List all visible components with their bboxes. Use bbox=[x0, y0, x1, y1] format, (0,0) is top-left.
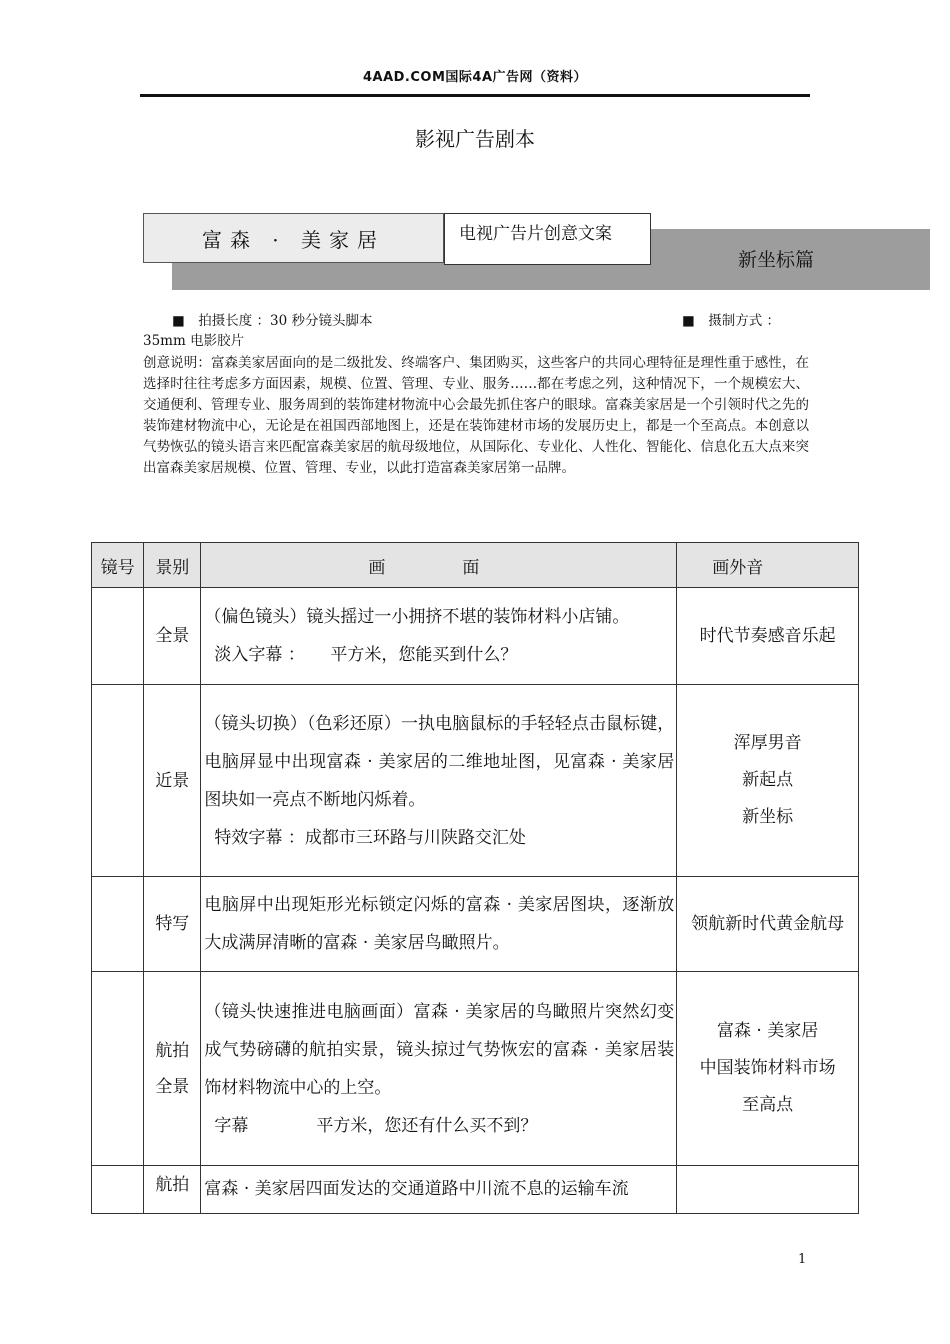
scene-text: 全景 bbox=[155, 1076, 190, 1097]
table-row bbox=[92, 685, 859, 877]
table-header-row bbox=[92, 543, 859, 588]
header-shot-number: 镜号 bbox=[92, 543, 144, 588]
creative-concept: 创意说明：富森美家居面向的是二级批发、终端客户、集团购买，这些客户的共同心理特征是理性重于感性，在选择时往往考虑多方面因素，规模、位置、管理、专业、服务……都在考虑之列，这种情况下，一个规模宏大、交通便利、管理专业、服务周到的装饰建材物流中心会最先抓住客户的眼球。富森美家居是一个引领时代之先的装饰建材物流中心，无论是在祖国西部地图上，还是在装饰建材市场的发展历史上，都是一个至高点。本创意以气势恢弘的镜头语言来匹配富森美家居的航母级地位，从国际化、专业化、人性化、智能化、信息化五大点来突出富森美家居规模、位置、管理、专业，以此打造富森美家居第一品牌。 bbox=[143, 355, 809, 476]
shot-number-cell bbox=[92, 588, 144, 685]
storyboard-table bbox=[91, 542, 859, 1214]
frame-text: 电脑屏中出现矩形光标锁定闪烁的富森 · 美家居图块，逐渐放大成满屏清晰的富森 · 美家居鸟瞰照片。 bbox=[204, 895, 675, 953]
page-number: 1 bbox=[798, 1252, 807, 1267]
frame-text: 富森 · 美家居四面发达的交通道路中川流不息的运输车流 bbox=[204, 1179, 629, 1199]
brand-title-box: 富森 · 美家居 bbox=[143, 213, 444, 263]
voiceover-text: 富森 · 美家居 bbox=[717, 1021, 819, 1041]
shooting-length: ■ 拍摄长度 ：30 秒分镜头脚本 bbox=[172, 313, 373, 329]
scene-cell bbox=[144, 877, 201, 972]
scene-cell bbox=[144, 588, 201, 685]
frame-text: （偏色镜头）镜头摇过一小拥挤不堪的装饰材料小店铺。 bbox=[204, 607, 630, 627]
header-voiceover: 画外音 bbox=[677, 543, 859, 588]
header-scene: 景别 bbox=[144, 543, 201, 588]
shot-number-cell bbox=[92, 1166, 144, 1214]
table-row bbox=[92, 1166, 859, 1214]
shot-number-cell bbox=[92, 685, 144, 877]
header-rule bbox=[140, 94, 810, 97]
table-row bbox=[92, 588, 859, 685]
header-frame: 画 面 bbox=[201, 543, 677, 588]
voiceover-cell bbox=[677, 1166, 859, 1214]
frame-cell bbox=[201, 1166, 677, 1214]
frame-caption: 特效字幕 ：成都市三环路与川陕路交汇处 bbox=[214, 827, 526, 848]
scene-text: 特写 bbox=[155, 914, 190, 934]
scene-text: 近景 bbox=[155, 770, 190, 791]
film-format: 35mm 电影胶片 bbox=[143, 333, 245, 349]
document-title: 影视广告剧本 bbox=[415, 127, 535, 151]
voiceover-cell bbox=[677, 877, 859, 972]
voiceover-text: 领航新时代黄金航母 bbox=[691, 913, 845, 934]
production-method: ■ 摄制方式 ： bbox=[682, 313, 781, 329]
scene-cell bbox=[144, 1166, 201, 1214]
frame-text: （镜头切换）（色彩还原）一执电脑鼠标的手轻轻点击鼠标键，电脑屏显中出现富森 · 美家居的二维地址图，见富森 · 美家居图块如一亮点不断地闪烁着。 bbox=[204, 713, 675, 810]
frame-text: （镜头快速推进电脑画面）富森 · 美家居的鸟瞰照片突然幻变成气势磅礴的航拍实景，镜头掠过气势恢宏的富森 · 美家居装饰材料物流中心的上空。 bbox=[204, 1001, 675, 1098]
scene-cell bbox=[144, 685, 201, 877]
voiceover-text: 浑厚男音 bbox=[733, 733, 802, 753]
voiceover-text: 中国装饰材料市场 bbox=[699, 1058, 836, 1078]
voiceover-text: 新坐标 bbox=[742, 807, 794, 827]
scene-text: 航拍 bbox=[155, 1040, 190, 1061]
frame-cell bbox=[201, 685, 677, 877]
ad-type-box: 电视广告片创意文案 bbox=[444, 213, 651, 265]
frame-cell bbox=[201, 588, 677, 685]
voiceover-cell bbox=[677, 685, 859, 877]
voiceover-text: 新起点 bbox=[742, 770, 794, 790]
frame-cell bbox=[201, 972, 677, 1166]
table-row bbox=[92, 877, 859, 972]
frame-caption: 淡入字幕 ： 平方米，您能买到什么？ bbox=[214, 645, 518, 665]
shot-number-cell bbox=[92, 972, 144, 1166]
voiceover-text: 至高点 bbox=[742, 1095, 794, 1115]
table-row bbox=[92, 972, 859, 1166]
voiceover-text: 时代节奏感音乐起 bbox=[699, 625, 836, 646]
voiceover-cell bbox=[677, 972, 859, 1166]
frame-cell bbox=[201, 877, 677, 972]
voiceover-cell bbox=[677, 588, 859, 685]
scene-text: 航拍 bbox=[155, 1175, 190, 1195]
shot-number-cell bbox=[92, 877, 144, 972]
edition-title: 新坐标篇 bbox=[738, 249, 815, 271]
frame-caption: 字幕 平方米，您还有什么买不到？ bbox=[214, 1115, 538, 1136]
scene-text: 全景 bbox=[155, 626, 190, 646]
scene-cell bbox=[144, 972, 201, 1166]
site-header: 4AAD.COM国际4A广告网（资料） bbox=[362, 70, 588, 85]
